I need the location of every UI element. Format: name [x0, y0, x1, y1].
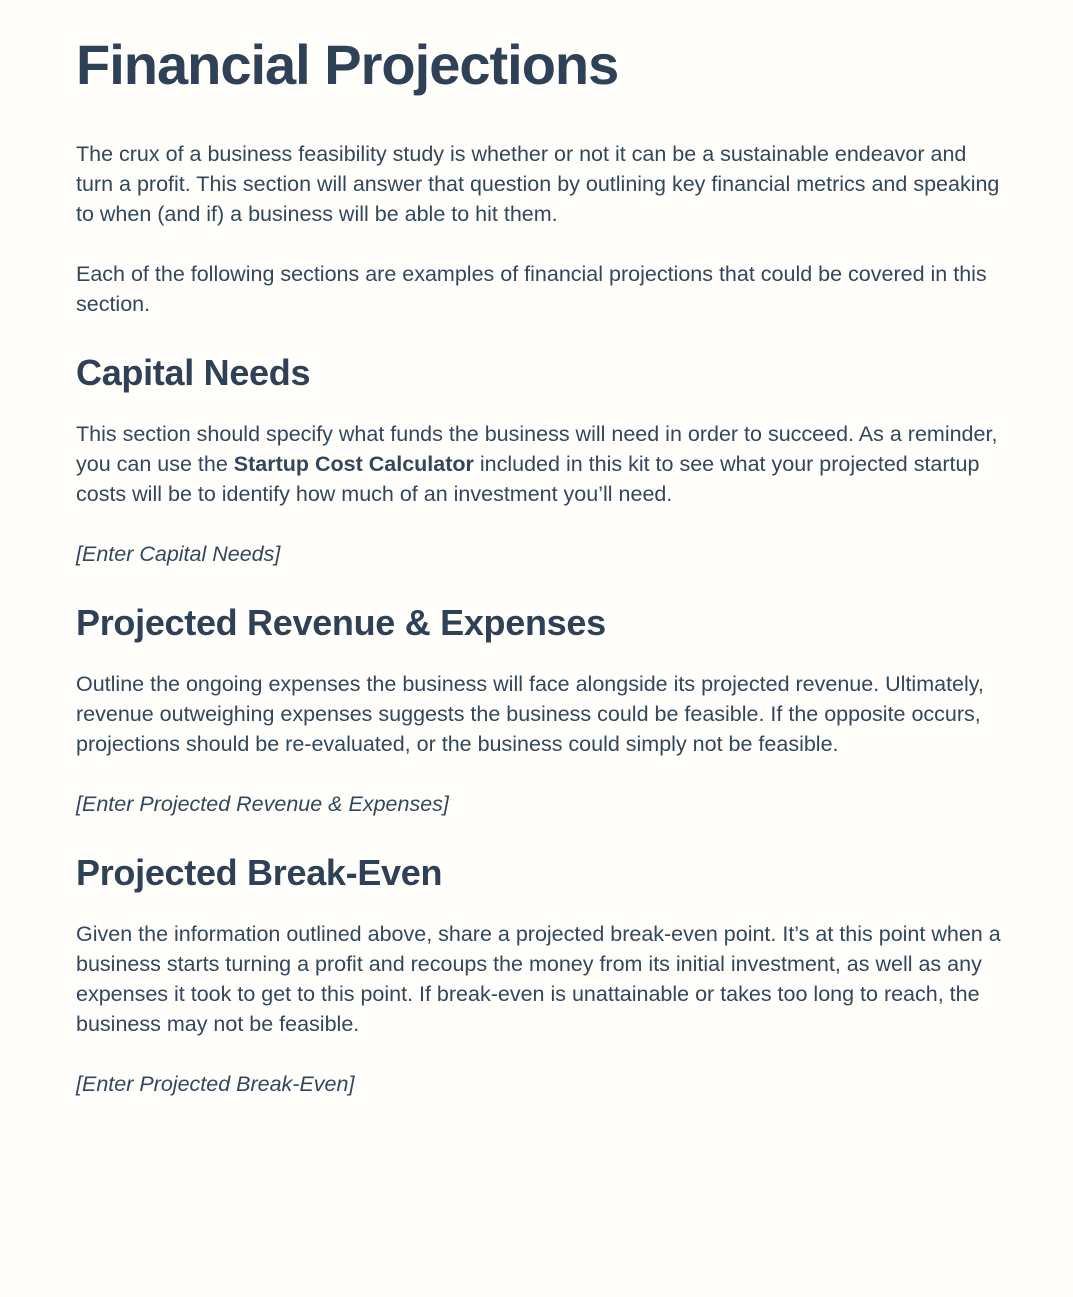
section-heading-projected-revenue-expenses: Projected Revenue & Expenses [76, 601, 606, 643]
projected-revenue-expenses-entry-placeholder[interactable]: [Enter Projected Revenue & Expenses] [76, 791, 449, 816]
page-title: Financial Projections [76, 33, 619, 96]
section-heading-projected-break-even: Projected Break-Even [76, 851, 443, 893]
startup-cost-calculator-bold-text: Startup Cost Calculator [233, 451, 474, 476]
capital-needs-text-after-bold: included in this kit to see what your projected startup costs will be to identify how much of an investment you’ll need. [76, 451, 980, 506]
projected-break-even-paragraph: Given the information outlined above, share a projected break-even point. It’s at this point when a business starts turning a profit and recoups the money from its initial investment, as well as any expenses it took to get to this point. If break-even is unattainable or takes too long to reach, the business may not be feasible. [76, 921, 1001, 1036]
intro-paragraph-2: Each of the following sections are examples of financial projections that could be covered in this section. [76, 261, 987, 316]
section-heading-capital-needs: Capital Needs [76, 351, 311, 393]
projected-revenue-expenses-paragraph: Outline the ongoing expenses the business will face alongside its projected revenue. Ultimately, revenue outweighing expenses suggests the business could be feasible. If the opposite occurs, projections should be re-evaluated, or the business could simply not be feasible. [76, 671, 984, 756]
section-capital-needs [76, 351, 1005, 569]
section-projected-break-even [76, 851, 1005, 1099]
capital-needs-text-before-bold: This section should specify what funds the business will need in order to succeed. As a reminder, you can use the [76, 421, 998, 476]
section-projected-revenue-expenses [76, 601, 1005, 819]
projected-break-even-entry-placeholder[interactable]: [Enter Projected Break-Even] [76, 1071, 355, 1096]
intro-paragraph-1: The crux of a business feasibility study is whether or not it can be a sustainable endeavor and turn a profit. This section will answer that question by outlining key financial metrics and speaking to when (and if) a business will be able to hit them. [76, 141, 1000, 226]
capital-needs-entry-placeholder[interactable]: [Enter Capital Needs] [76, 541, 281, 566]
capital-needs-paragraph [76, 419, 1005, 509]
